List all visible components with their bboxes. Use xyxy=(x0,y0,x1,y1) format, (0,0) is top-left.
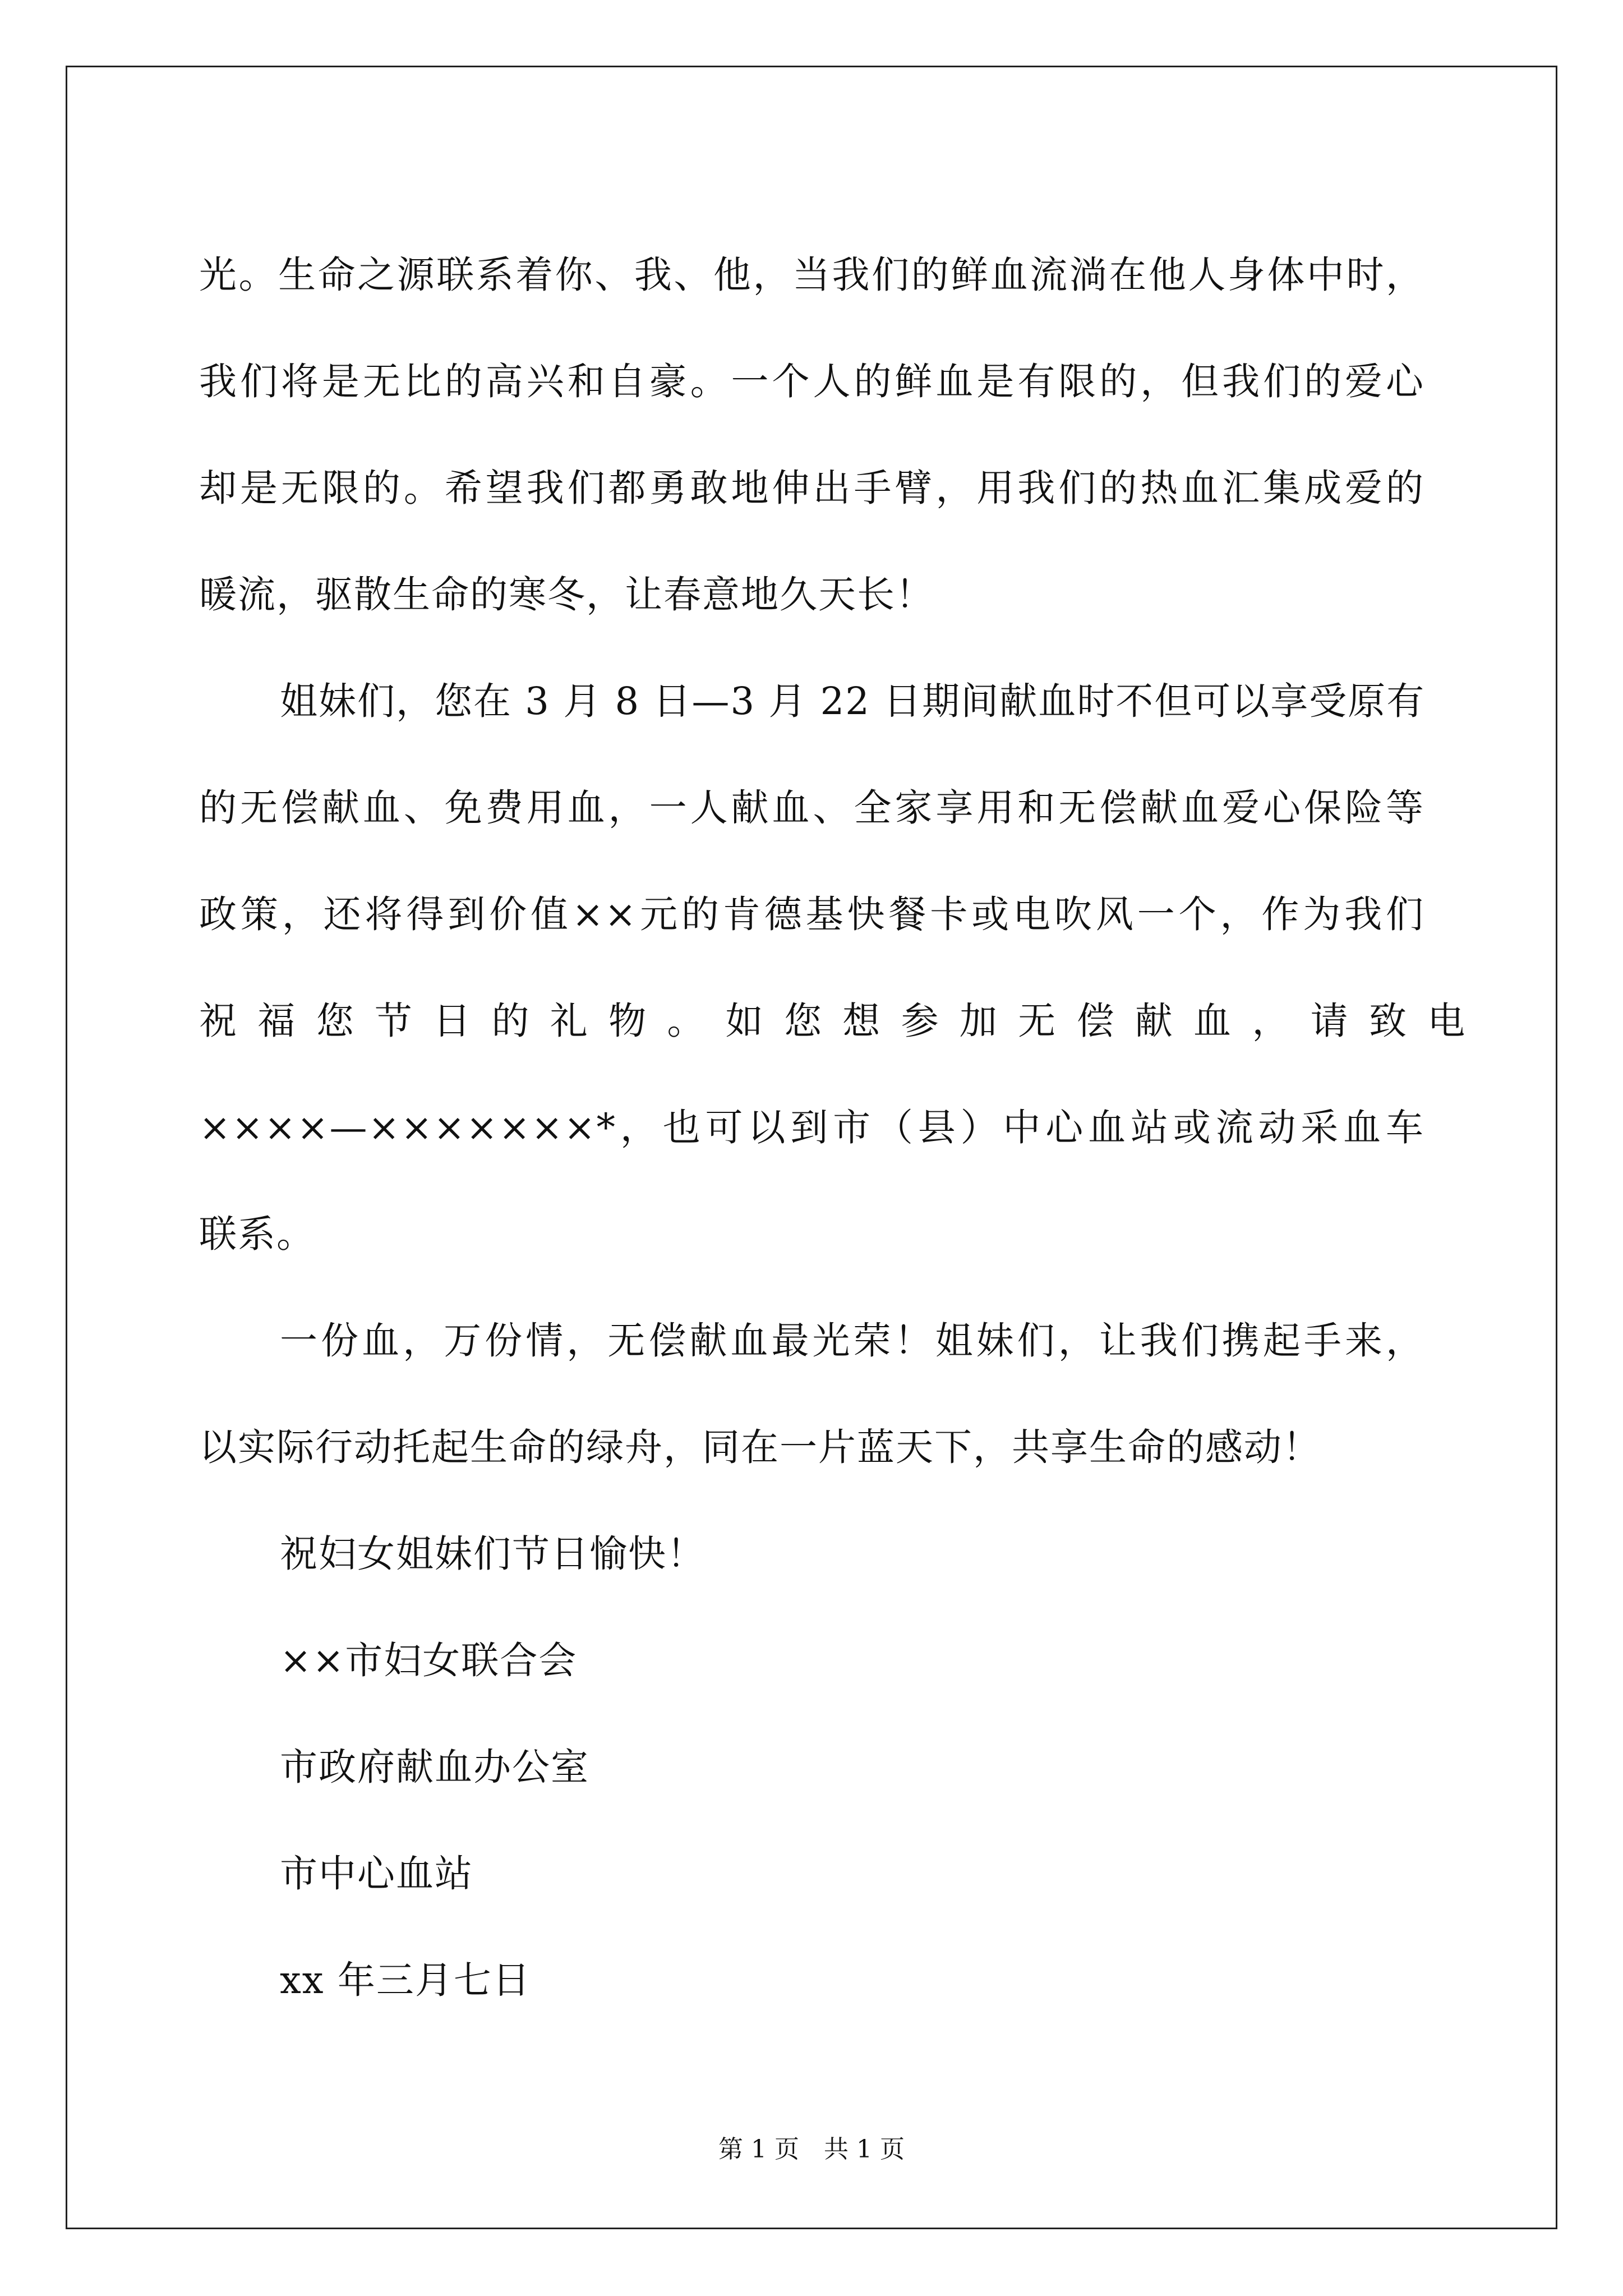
paragraph-line: 以实际行动托起生命的绿舟，同在一片蓝天下，共享生命的感动！ xyxy=(199,1425,1321,1469)
signature-organization: 市政府献血办公室 xyxy=(280,1745,589,1789)
paragraph-line: 的无偿献血、免费用血，一人献血、全家享用和无偿献血爱心保险等 xyxy=(199,786,1424,830)
paragraph-line: 一份血，万份情，无偿献血最光荣！姐妹们，让我们携起手来， xyxy=(280,1319,1424,1363)
paragraph-line: 却是无限的。希望我们都勇敢地伸出手臂，用我们的热血汇集成爱的 xyxy=(199,466,1424,510)
signature-organization: 市中心血站 xyxy=(280,1852,473,1895)
signature-date: xx 年三月七日 xyxy=(280,1958,531,2002)
paragraph-line: 祝 福 您 节 日 的 礼 物 。 如 您 想 参 加 无 偿 献 血 ， 请 致 电 xyxy=(199,999,1470,1043)
signature-organization: ××市妇女联合会 xyxy=(280,1639,578,1682)
paragraph-line: ××××—×××××××*，也可以到市（县）中心血站或流动采血车 xyxy=(199,1106,1424,1149)
page-footer xyxy=(0,2129,1623,2165)
paragraph-line: 我们将是无比的高兴和自豪。一个人的鲜血是有限的，但我们的爱心 xyxy=(199,360,1424,403)
paragraph-line: 光。生命之源联系着你、我、他，当我们的鲜血流淌在他人身体中时， xyxy=(199,253,1424,297)
greeting-line: 祝妇女姐妹们节日愉快！ xyxy=(280,1532,706,1576)
page-number-total: 共 1 页 xyxy=(824,2135,905,2164)
document-body xyxy=(199,222,1470,2033)
paragraph-line: 暖流，驱散生命的寒冬，让春意地久天长！ xyxy=(199,573,934,616)
paragraph-line: 联系。 xyxy=(199,1212,315,1256)
paragraph-line: 姐妹们，您在 3 月 8 日—3 月 22 日期间献血时不但可以享受原有 xyxy=(280,679,1426,723)
paragraph-line: 政策，还将得到价值××元的肯德基快餐卡或电吹风一个，作为我们 xyxy=(199,892,1424,936)
page-number-current: 第 1 页 xyxy=(718,2135,799,2164)
